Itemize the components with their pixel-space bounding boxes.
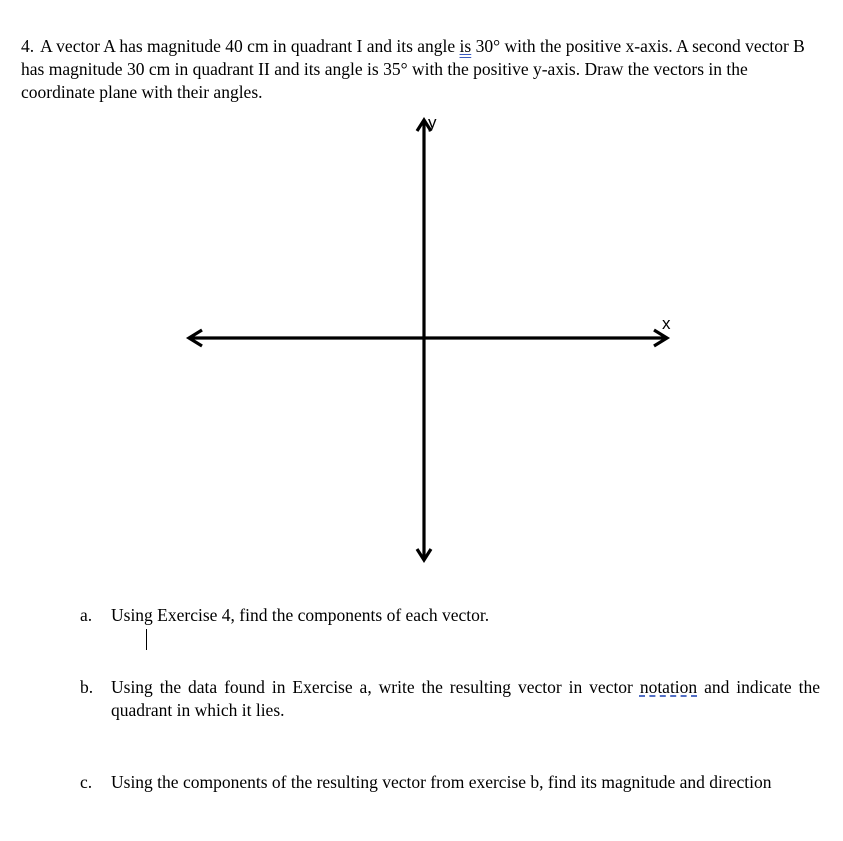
x-axis-label: x <box>662 314 671 333</box>
y-axis-label: y <box>428 113 437 132</box>
question-a <box>80 604 820 627</box>
question-letter: c. <box>80 772 93 792</box>
question-text <box>111 676 820 722</box>
question-text: Using the components of the resulting vector from exercise b, find its magnitude and direction <box>111 772 772 792</box>
question-letter: a. <box>80 605 93 625</box>
question-c <box>80 771 820 794</box>
question-letter: b. <box>80 677 94 697</box>
problem-text-part1: A vector A has magnitude 40 cm in quadrant I and its angle <box>40 36 460 56</box>
question-b <box>80 676 820 722</box>
question-text-before: Using the data found in Exercise a, write the resulting vector in vector <box>111 677 640 697</box>
problem-text-part2: 30° with the positive x-axis. A second vector B has magnitude 30 cm in quadrant II and its angle is 35° with the positive y-axis. Draw the vectors in the coordinate plane with their angles. <box>21 36 805 102</box>
text-cursor[interactable] <box>146 629 147 650</box>
grammar-flagged-word[interactable]: is <box>459 36 472 56</box>
question-text-after: and indicate the quadrant in which it lies. <box>111 677 820 720</box>
problem-number: 4. <box>21 36 35 56</box>
spelling-flagged-word[interactable]: notation <box>639 677 698 697</box>
question-text: Using Exercise 4, find the components of each vector. <box>111 605 490 625</box>
